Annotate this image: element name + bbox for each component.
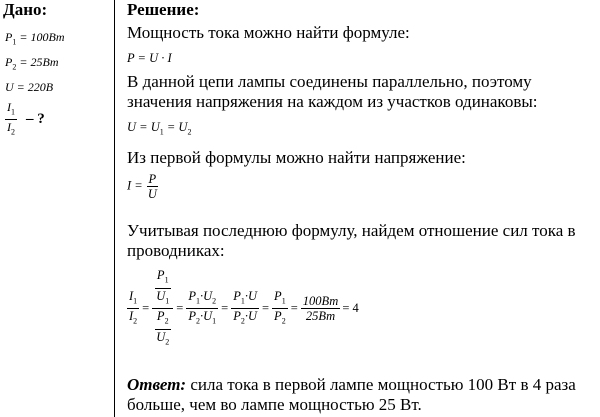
text-line1: Мощность тока можно найти формуле:	[127, 23, 410, 42]
ratio-question: – ?	[26, 110, 45, 127]
formula-ratio-derivation: $\frac{I_1}{I_2}$ = $\frac{\frac{P_1}{U_1}}{\frac{P_2}{U_2}}$ = $\frac{P_1\cdot U_2}{P_2\cdot U_1}$ = $\frac{P_1\cdot U}{P_2\cdot U}$ = $\frac{P_1}{P_2}$ = $\frac{100Вт}{25Вт}$ = 4	[129, 268, 359, 346]
formula-power: P = U · I	[127, 51, 172, 65]
given-title: Дано:	[3, 0, 48, 19]
given-p1: $P_1 = 100Вт$	[5, 30, 65, 47]
ratio-fraction: $\frac{I_1}{I_2}$	[7, 100, 15, 137]
answer-label: Ответ:	[127, 375, 187, 394]
formula-voltage: $U = U_1 = U_2$	[127, 120, 192, 137]
answer	[127, 375, 597, 415]
text-line3: Из первой формулы можно найти напряжение:	[127, 148, 466, 167]
text-line2: В данной цепи лампы соединены параллельно, поэтому значения напряжения на каждом из участков одинаковы:	[127, 72, 538, 111]
text-line4: Учитывая последнюю формулу, найдем отношение сил тока в проводниках:	[127, 221, 576, 260]
given-p2: $P_2 = 25Вт$	[5, 55, 59, 72]
answer-text: сила тока в первой лампе мощностью 100 Вт в 4 раза больше, чем во лампе мощностью 25 Вт.	[127, 375, 576, 414]
formula-current: I = $\frac{P}{U}$	[127, 172, 157, 201]
given-u: U = 220В	[5, 80, 54, 94]
solution-title: Решение:	[127, 0, 200, 19]
given-ratio	[5, 100, 45, 140]
column-divider	[114, 0, 115, 417]
